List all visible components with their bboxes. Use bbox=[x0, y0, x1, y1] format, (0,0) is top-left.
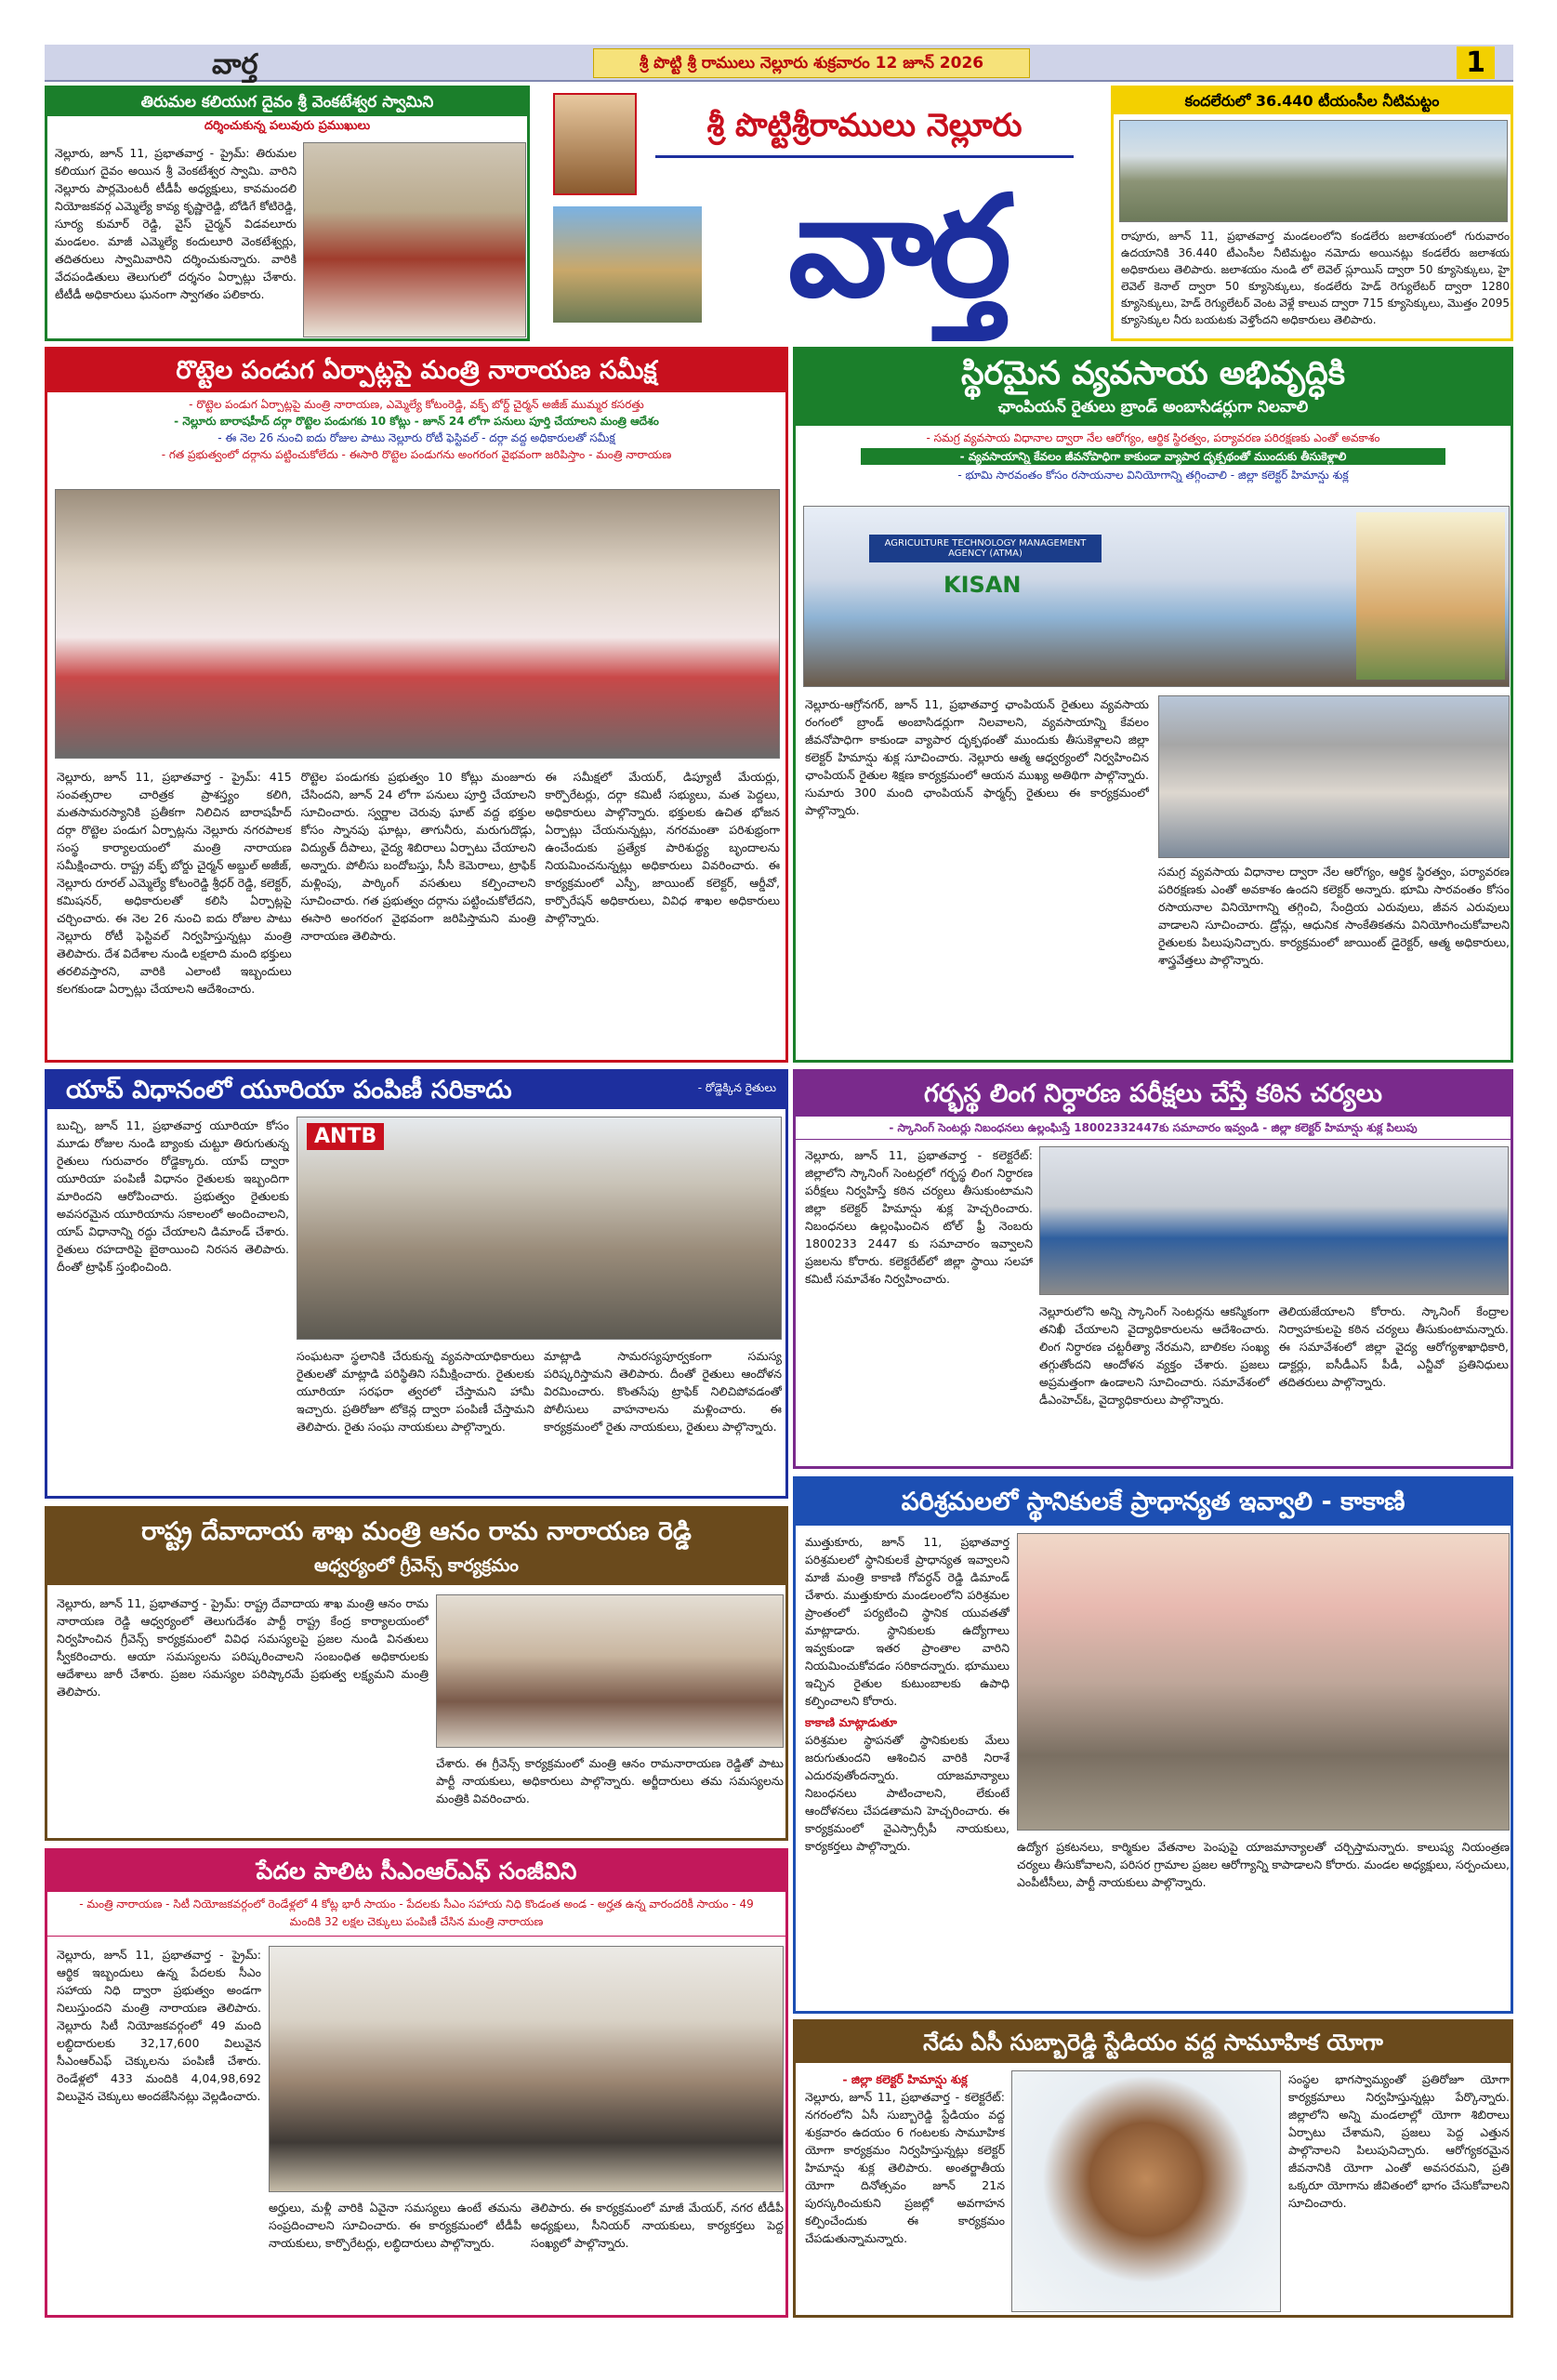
article-body-col1b: పరిశ్రమల స్థాపనతో స్థానికులకు మేలు జరుగుతుందని ఆశించిన వారికి నిరాశే ఎదురవుతోందన్నారు. యాజమాన్యాలు నిబంధనలు పాటించాలని, లేకుంటే ఆందోళనలు చేపడతామని హెచ్చరించారు. ఈ కార్యక్రమంలో వైఎస్సార్సీపీ నాయకులు, కార్యకర్తలు పాల్గొన్నారు. bbox=[805, 1733, 1009, 1853]
stage-banner-2: KISAN bbox=[943, 572, 1022, 598]
masthead-city: శ్రీ పొట్టిశ్రీరాములు నెల్లూరు bbox=[655, 93, 1074, 158]
article-bullets: - మంత్రి నారాయణ - సిటీ నియోజకవర్గంలో రెండేళ్లలో 4 కోట్ల భారీ సాయం - పేదలకు సీఎం సహాయ నిధి కొండంత అండ - అర్హత ఉన్న వారందరికీ సాయం - 49 మందికి 32 లక్షల చెక్కులు పంపిణీ చేసిన మంత్రి నారాయణ bbox=[47, 1892, 785, 1937]
masthead bbox=[534, 86, 1092, 327]
article-columns bbox=[269, 2199, 784, 2311]
article-tirumala bbox=[45, 86, 530, 341]
bullet-3: - భూమి సారవంతం కోసం రసాయనాల వినియోగాన్ని తగ్గించాలి - జిల్లా కలెక్టర్ హిమాన్షు శుక్ల bbox=[957, 469, 1349, 482]
article-headline: తిరుమల కలియుగ దైవం శ్రీ వెంకటేశ్వర స్వామిని bbox=[47, 88, 527, 116]
article-body-col1: బుచ్చి, జూన్ 11, ప్రభాతవార్త యూరియా కోసం మూడు రోజుల నుండి బ్యాంకు చుట్టూ తిరుగుతున్న రైతులు గురువారం రోడ్డెక్కారు. యాప్ ద్వారా యూరియా పంపిణీ విధానం రైతులకు ఇబ్బందిగా మారిందని ఆరోపించారు. ప్రభుత్వం రైతులకు అవసరమైన యూరియాను సకాలంలో అందించాలని, యాప్ విధానాన్ని రద్దు చేయాలని డిమాండ్ చేశారు. రైతులు రహదారిపై బైఠాయించి నిరసన తెలిపారు. దీంతో ట్రాఫిక్ స్తంభించింది. bbox=[57, 1118, 289, 1274]
article-kandaleru bbox=[1111, 86, 1513, 341]
article-headline: కందలేరులో 36.440 టీయంసీల నీటిమట్టం bbox=[1114, 88, 1511, 114]
article-subhead: ఆధ్వర్యంలో గ్రీవెన్స్ కార్యక్రమం bbox=[314, 1555, 519, 1576]
article-bullets: - స్కానింగ్ సెంటర్లు నిబంధనలు ఉల్లంఘిస్తే 18002332447కు సమాచారం ఇవ్వండి - జిల్లా కలెక్టర్ హిమాన్షు శుక్ల పిలుపు bbox=[796, 1117, 1511, 1140]
top-bar bbox=[45, 45, 1513, 82]
article-body-col1: నెల్లూరు, జూన్ 11, ప్రభాతవార్త - ప్రైమ్: ఆర్థిక ఇబ్బందులు ఉన్న పేదలకు సీఎం సహాయ నిధి ద్వారా ప్రభుత్వం అండగా నిలుస్తుందని మంత్రి నారాయణ తెలిపారు. నెల్లూరు సిటీ నియోజకవర్గంలో 49 మంది లబ్ధిదారులకు 32,17,600 విలువైన సీఎంఆర్ఎఫ్ చెక్కులను పంపిణీ చేశారు. రెండేళ్లలో 433 మందికి 4,04,98,692 విలువైన చెక్కులు అందజేసినట్లు వెల్లడించారు. bbox=[57, 1948, 261, 2103]
article-body-col2: సంస్థల భాగస్వామ్యంతో ప్రతిరోజూ యోగా కార్యక్రమాలు నిర్వహిస్తున్నట్లు పేర్కొన్నారు. జిల్లాలోని అన్ని మండలాల్లో యోగా శిబిరాలు ఏర్పాటు చేశామని, ప్రజలు పెద్ద ఎత్తున పాల్గొనాలని పిలుపునిచ్చారు. ఆరోగ్యకరమైన జీవనానికి యోగా ఎంతో అవసరమని, ప్రతి ఒక్కరూ యోగాను జీవితంలో భాగం చేసుకోవాలని సూచించారు. bbox=[1288, 2072, 1510, 2210]
article-body-col1: నెల్లూరు, జూన్ 11, ప్రభాతవార్త - ప్రైమ్: రాష్ట్ర దేవాదాయ శాఖ మంత్రి ఆనం రామ నారాయణ రెడ్డి ఆధ్వర్యంలో తెలుగుదేశం పార్టీ రాష్ట్ర కేంద్ర కార్యాలయంలో నిర్వహించిన గ్రీవెన్స్ కార్యక్రమంలో వివిధ సమస్యలపై ప్రజల నుండి వినతులు స్వీకరించారు. ఆయా సమస్యలను పరిష్కరించాలని సంబంధిత అధికారులకు ఆదేశాలు జారీ చేశారు. ప్రజల సమస్యల పరిష్కారమే ప్రభుత్వ లక్ష్యమని మంత్రి తెలిపారు. bbox=[57, 1596, 429, 1699]
photo-farmers-audience bbox=[1158, 695, 1510, 858]
article-inline-subhead: కాకాణి మాట్లాడుతూ bbox=[805, 1715, 897, 1729]
article-body-col3: ఈ సమీక్షలో మేయర్, డిప్యూటీ మేయర్లు, కార్పొరేటర్లు, దర్గా కమిటీ సభ్యులు, మత పెద్దలు, అధికారులు పాల్గొన్నారు. భక్తులకు ఉచిత భోజన ఏర్పాట్లు చేయనున్నట్లు, నగరమంతా పరిశుభ్రంగా ఉంచేందుకు ప్రత్యేక పారిశుద్ధ్య బృందాలను నియమించనున్నట్లు అధికారులు వివరించారు. ఈ కార్యక్రమంలో ఎస్పీ, జాయింట్ కలెక్టర్, ఆర్డీవో, కార్పొరేషన్ అధికారులు, వివిధ శాఖల అధికారులు పాల్గొన్నారు. bbox=[545, 770, 781, 925]
photo-collector-portrait bbox=[1011, 2070, 1281, 2312]
masthead-collage bbox=[553, 206, 702, 323]
bullet-2: - నెల్లూరు బారాషహీద్ దర్గా రొట్టెల పండుగకు 10 కోట్లు - జూన్ 24 లోగా పనులు పూర్తి చేయాలని మంత్రి ఆదేశం bbox=[174, 415, 659, 428]
article-body-col1: నెల్లూరు, జూన్ 11, ప్రభాతవార్త - ప్రైమ్: 415 సంవత్సరాల చారిత్రక ప్రాశస్త్యం కలిగి, మతసామరస్యానికి ప్రతీకగా నిలిచిన బారాషహీద్ దర్గా రొట్టెల పండుగ ఏర్పాట్లను నెల్లూరు నగరపాలక సంస్థ కార్యాలయంలో మంత్రి నారాయణ సమీక్షించారు. రాష్ట్ర వక్ఫ్ బోర్డు చైర్మన్ అబ్దుల్ అజీజ్, నెల్లూరు రూరల్ ఎమ్మెల్యే కోటంరెడ్డి శ్రీధర్ రెడ్డి, కలెక్టర్, కమిషనర్, అధికారులతో కలిసి ఏర్పాట్లపై చర్చించారు. ఈ నెల 26 నుంచి ఐదు రోజుల పాటు నెల్లూరు రోటీ ఫెస్టివల్ నిర్వహిస్తున్నట్లు మంత్రి తెలిపారు. దేశ విదేశాల నుండి లక్షలాది మంది భక్తులు తరలివస్తారని, వారికి ఎలాంటి ఇబ్బందులు కలగకుండా ఏర్పాట్లు చేయాలని ఆదేశించారు. bbox=[57, 770, 292, 996]
article-tag: - జిల్లా కలెక్టర్ హిమాన్షు శుక్ల bbox=[842, 2072, 968, 2086]
article-body-col1: నెల్లూరు-ఆగ్రోనగర్, జూన్ 11, ప్రభాతవార్త ఛాంపియన్ రైతులు వ్యవసాయ రంగంలో బ్రాండ్ అంబాసిడర్లుగా నిలవాలని, వ్యవసాయాన్ని కేవలం జీవనోపాధిగా కాకుండా వ్యాపార దృక్పథంతో ముందుకు తీసుకెళ్లాలని జిల్లా కలెక్టర్ హిమాన్షు శుక్ల సూచించారు. నెల్లూరు ఆత్మ ఆధ్వర్యంలో నిర్వహించిన ఛాంపియన్ రైతుల శిక్షణ కార్యక్రమంలో ఆయన ముఖ్య అతిథిగా పాల్గొన్నారు. సుమారు 300 మంది ఛాంపియన్ ఫార్మర్స్ రైతులు ఈ కార్యక్రమంలో పాల్గొన్నారు. bbox=[805, 697, 1149, 817]
dateline: శ్రీ పొట్టి శ్రీ రాములు నెల్లూరు శుక్రవారం 12 జూన్ 2026 bbox=[593, 48, 1030, 78]
article-columns bbox=[1039, 1302, 1509, 1462]
article-body-col3: తెలిపారు. ఈ కార్యక్రమంలో మాజీ మేయర్, నగర టీడీపీ అధ్యక్షులు, సీనియర్ నాయకులు, కార్యకర్తలు పెద్ద సంఖ్యలో పాల్గొన్నారు. bbox=[531, 2201, 784, 2250]
protest-banner: ANTB bbox=[307, 1123, 384, 1150]
photo-farmers-protest bbox=[297, 1117, 782, 1340]
bullet-1: - రొట్టెల పండుగ ఏర్పాట్లపై మంత్రి నారాయణ, ఎమ్మెల్యే కోటంరెడ్డి, వక్ఫ్ బోర్డ్ చైర్మన్ అజీజ్ ముమ్మర కసరత్తు bbox=[189, 398, 644, 411]
article-body-col2: సమగ్ర వ్యవసాయ విధానాల ద్వారా నేల ఆరోగ్యం, ఆర్థిక స్థిరత్వం, పర్యావరణ పరిరక్షణకు ఎంతో అవకాశం ఉందని కలెక్టర్ అన్నారు. భూమి సారవంతం కోసం రసాయనాల వినియోగాన్ని తగ్గించి, సేంద్రియ ఎరువులు, జీవన ఎరువులు వాడాలని సూచించారు. డ్రోన్లు, ఆధునిక సాంకేతికతను వినియోగించుకోవాలని రైతులకు పిలుపునిచ్చారు. కార్యక్రమంలో జాయింట్ డైరెక్టర్, ఆత్మ అధికారులు, శాస్త్రవేత్తలు పాల్గొన్నారు. bbox=[1158, 865, 1510, 967]
article-gender-test bbox=[793, 1069, 1513, 1469]
photo-cheque-distribution bbox=[269, 1946, 784, 2192]
article-body-col2: రొట్టెల పండుగకు ప్రభుత్వం 10 కోట్లు మంజూరు చేసిందని, జూన్ 24 లోగా పనులు పూర్తి చేయాలని సూచించారు. స్వర్ణాల చెరువు ఘాట్ వద్ద భక్తుల కోసం స్నానపు ఘాట్లు, తాగునీరు, మరుగుదొడ్లు, విద్యుత్ దీపాలు, వైద్య శిబిరాలు ఏర్పాటు చేయాలని అన్నారు. పోలీసు బందోబస్తు, సీసీ కెమెరాలు, ట్రాఫిక్ మళ్లింపు, పార్కింగ్ వసతులు కల్పించాలని సూచించారు. గత ప్రభుత్వం దర్గాను పట్టించుకోలేదని, ఈసారి అంగరంగ వైభవంగా జరిపిస్తామని మంత్రి నారాయణ తెలిపారు. bbox=[300, 770, 536, 943]
article-header-block bbox=[47, 1509, 785, 1585]
photo-grievance bbox=[436, 1594, 784, 1748]
page-number: 1 bbox=[1457, 46, 1495, 79]
article-grievance bbox=[45, 1506, 788, 1841]
article-columns bbox=[297, 1347, 782, 1494]
article-headline: రొట్టెల పండుగ ఏర్పాట్లపై మంత్రి నారాయణ సమీక్ష bbox=[47, 350, 785, 392]
photo-review-meeting bbox=[55, 489, 780, 759]
article-yoga bbox=[793, 2019, 1513, 2318]
article-headline: పరిశ్రమలలో స్థానికులకే ప్రాధాన్యత ఇవ్వాలి - కాకాణి bbox=[796, 1479, 1511, 1526]
article-headline: స్థిరమైన వ్యవసాయ అభివృద్ధికి bbox=[960, 355, 1346, 392]
article-body-col1: నెల్లూరు, జూన్ 11, ప్రభాతవార్త - కలెక్టరేట్: నగరంలోని ఏసీ సుబ్బారెడ్డి స్టేడియం వద్ద శుక్రవారం ఉదయం 6 గంటలకు సామూహిక యోగా కార్యక్రమం నిర్వహిస్తున్నట్లు కలెక్టర్ హిమాన్షు శుక్ల తెలిపారు. అంతర్జాతీయ యోగా దినోత్సవం జూన్ 21న పురస్కరించుకుని ప్రజల్లో అవగాహన కల్పించేందుకు ఈ కార్యక్రమం చేపడుతున్నామన్నారు. bbox=[805, 2090, 1005, 2245]
article-body-col2: నెల్లూరులోని అన్ని స్కానింగ్ సెంటర్లను ఆకస్మికంగా తనిఖీ చేయాలని వైద్యాధికారులను ఆదేశించారు. లింగ నిర్ధారణ చట్టరీత్యా నేరమని, బాలికల సంఖ్య తగ్గుతోందని ఆందోళన వ్యక్తం చేశారు. ప్రజలు అప్రమత్తంగా ఉండాలని సూచించారు. సమావేశంలో డీఎంహెచ్ఓ, వైద్యాధికారులు పాల్గొన్నారు. bbox=[1039, 1304, 1270, 1407]
kisan-poster bbox=[1356, 512, 1505, 680]
article-body-col2: చేశారు. ఈ గ్రీవెన్స్ కార్యక్రమంలో మంత్రి ఆనం రామనారాయణ రెడ్డితో పాటు పార్టీ నాయకులు, అధికారులు పాల్గొన్నారు. అర్జీదారులు తమ సమస్యలను మంత్రికి వివరించారు. bbox=[436, 1756, 784, 1805]
article-columns bbox=[57, 768, 780, 1056]
masthead-logo: వార్త bbox=[787, 165, 1007, 328]
article-headline: పేదల పాలిట సీఎంఆర్ఎఫ్ సంజీవిని bbox=[47, 1851, 785, 1892]
bullet-3: - ఈ నెల 26 నుంచి ఐదు రోజుల పాటు నెల్లూరు రోటీ ఫెస్టివల్ - దర్గా వద్ద అధికారులతో సమీక్ష bbox=[218, 431, 615, 444]
article-header-block bbox=[796, 350, 1511, 426]
article-tag: - రోడ్డెక్కిన రైతులు bbox=[697, 1081, 776, 1094]
photo-temple-visit bbox=[303, 142, 526, 337]
photo-training-stage bbox=[803, 506, 1510, 687]
bullet-1: - సమగ్ర వ్యవసాయ విధానాల ద్వారా నేల ఆరోగ్యం, ఆర్థిక స్థిరత్వం, పర్యావరణ పరిరక్షణకు ఎంతో అవకాశం bbox=[926, 431, 1380, 444]
article-subhead: దర్శించుకున్న పలువురు ప్రముఖులు bbox=[204, 119, 371, 133]
article-body-col1-wrap bbox=[805, 2070, 1005, 2312]
article-industries bbox=[793, 1476, 1513, 2014]
article-urea bbox=[45, 1069, 788, 1499]
article-header-block bbox=[47, 1072, 785, 1109]
article-cmrf bbox=[45, 1848, 788, 2318]
bullet-2: - వ్యవసాయాన్ని కేవలం జీవనోపాధిగా కాకుండా వ్యాపార దృక్పథంతో ముందుకు తీసుకెళ్లాలి bbox=[861, 448, 1445, 465]
article-body-col3: తెలియజేయాలని కోరారు. స్కానింగ్ కేంద్రాల నిర్వాహకులపై కఠిన చర్యలు తీసుకుంటామన్నారు. ఈ సమావేశంలో జిల్లా వైద్య ఆరోగ్యశాఖాధికారి, డాక్టర్లు, ఐసీడీఎస్ పీడీ, ఎన్జీవో ప్రతినిధులు తదితరులు పాల్గొన్నారు. bbox=[1278, 1304, 1509, 1389]
article-headline: యాప్ విధానంలో యూరియా పంపిణీ సరికాదు bbox=[66, 1076, 512, 1104]
article-body-col1: ముత్తుకూరు, జూన్ 11, ప్రభాతవార్త పరిశ్రమలలో స్థానికులకే ప్రాధాన్యత ఇవ్వాలని మాజీ మంత్రి కాకాణి గోవర్ధన్ రెడ్డి డిమాండ్ చేశారు. ముత్తుకూరు మండలంలోని పరిశ్రమల ప్రాంతంలో పర్యటించి స్థానిక యువతతో మాట్లాడారు. స్థానికులకు ఉద్యోగాలు ఇవ్వకుండా ఇతర ప్రాంతాల వారిని నియమించుకోవడం సరికాదన్నారు. భూములు ఇచ్చిన రైతుల కుటుంబాలకు ఉపాధి కల్పించాలని కోరారు. bbox=[805, 1535, 1009, 1708]
article-body-col2: ఉద్యోగ ప్రకటనలు, కార్మికుల వేతనాల పెంపుపై యాజమాన్యాలతో చర్చిస్తామన్నారు. కాలుష్య నియంత్రణ చర్యలు తీసుకోవాలని, పరిసర గ్రామాల ప్రజల ఆరోగ్యాన్ని కాపాడాలని కోరారు. మండల అధ్యక్షులు, సర్పంచులు, ఎంపీటీసీలు, పార్టీ నాయకులు పాల్గొన్నారు. bbox=[1017, 1840, 1510, 1889]
article-body: నెల్లూరు, జూన్ 11, ప్రభాతవార్త - ప్రైమ్: తిరుమల కలియుగ దైవం అయిన శ్రీ వెంకటేశ్వర స్వామి. వారిని నెల్లూరు పార్లమెంటరీ టీడీపీ అధ్యక్షులు, కావమందలి నియోజకవర్గ ఎమ్మెల్యే కావ్య కృష్ణారెడ్డి, బోడిగే కోటిరెడ్డి, సూర్య కుమార్ రెడ్డి, వైస్ చైర్మన్ విడవలూరు మండలం. మాజీ ఎమ్మెల్యే కందులూరి వెంకటేశ్వర్లు, తదితరులు స్వామివారిని దర్శించుకున్నారు. వారికి వేదపండితులు తెలుగులో దర్శనం ఏర్పాట్లు చేశారు. టీటీడీ అధికారులు ఘనంగా స్వాగతం పలికారు. bbox=[55, 146, 297, 301]
article-agriculture bbox=[793, 347, 1513, 1063]
stage-banner: AGRICULTURE TECHNOLOGY MANAGEMENT AGENCY (ATMA) bbox=[869, 535, 1102, 562]
article-headline: నేడు ఏసీ సుబ్బారెడ్డి స్టేడియం వద్ద సామూహిక యోగా bbox=[796, 2022, 1511, 2063]
photo-advisory-meeting bbox=[1039, 1146, 1509, 1295]
article-body-col1-wrap bbox=[805, 1533, 1009, 2007]
bullet-4: - గత ప్రభుత్వంలో దర్గాను పట్టించుకోలేదు - ఈసారి రొట్టెల పండుగను అంగరంగ వైభవంగా జరిపిస్తాం - మంత్రి నారాయణ bbox=[161, 448, 672, 461]
article-rottela bbox=[45, 347, 788, 1063]
photo-industry-visit bbox=[1017, 1533, 1510, 1831]
article-subhead: ఛాంపియన్ రైతులు బ్రాండ్ అంబాసిడర్లుగా నిలవాలి bbox=[997, 398, 1309, 416]
founder-portrait bbox=[553, 93, 637, 195]
article-bullets bbox=[796, 426, 1511, 500]
article-headline: రాష్ట్ర దేవాదాయ శాఖ మంత్రి ఆనం రామ నారాయణ రెడ్డి bbox=[141, 1517, 692, 1546]
photo-reservoir bbox=[1119, 120, 1508, 222]
small-logo: వార్త bbox=[212, 48, 258, 81]
article-bullets bbox=[47, 392, 785, 495]
article-body: రాపూరు, జూన్ 11, ప్రభాతవార్త మండలంలోని కండలేరు జలాశయంలో గురువారం ఉదయానికి 36.440 టీఎంసీల నీటిమట్టం నమోదు అయినట్లు కండలేరు జలాశయ అధికారులు తెలిపారు. జలాశయం నుండి లో లెవెల్ స్లూయిస్ ద్వారా 50 క్యూసెక్కులు, హై లెవెల్ కెనాల్ ద్వారా 50 క్యూసెక్కులు, కండలేరు హెడ్ రెగ్యులేటర్ ద్వారా 1280 క్యూసెక్కులు, హెడ్ రెగ్యులేటర్ వెంట వెళ్లే కాలువ ద్వారా 715 క్యూసెక్కులు, మొత్తం 2095 క్యూసెక్కుల నీరు బయటకు వెళ్తోందని అధికారులు తెలిపారు. bbox=[1121, 230, 1510, 326]
article-body-col3: మాట్లాడి సామరస్యపూర్వకంగా సమస్య పరిష్కరిస్తామని తెలిపారు. దీంతో రైతులు ఆందోళన విరమించారు. కొంతసేపు ట్రాఫిక్ నిలిచిపోవడంతో పోలీసులు వాహనాలను మళ్లించారు. ఈ కార్యక్రమంలో రైతు నాయకులు, రైతులు పాల్గొన్నారు. bbox=[544, 1349, 782, 1434]
article-body-col2: సంఘటనా స్థలానికి చేరుకున్న వ్యవసాయాధికారులు రైతులతో మాట్లాడి పరిస్థితిని సమీక్షించారు. రైతులకు యూరియా సరఫరా త్వరలో చేస్తామని హామీ ఇచ్చారు. ప్రతిరోజూ టోకెన్ల ద్వారా పంపిణీ చేస్తామని తెలిపారు. రైతు సంఘ నాయకులు పాల్గొన్నారు. bbox=[297, 1349, 534, 1434]
article-headline: గర్భస్థ లింగ నిర్ధారణ పరీక్షలు చేస్తే కఠిన చర్యలు bbox=[796, 1072, 1511, 1117]
article-body-col1: నెల్లూరు, జూన్ 11, ప్రభాతవార్త - కలెక్టరేట్: జిల్లాలోని స్కానింగ్ సెంటర్లలో గర్భస్థ లింగ నిర్ధారణ పరీక్షలు నిర్వహిస్తే కఠిన చర్యలు తీసుకుంటామని జిల్లా కలెక్టర్ హిమాన్షు శుక్ల హెచ్చరించారు. నిబంధనలు ఉల్లంఘించిన టోల్ ఫ్రీ నెంబరు 1800233 2447 కు సమాచారం ఇవ్వాలని ప్రజలను కోరారు. కలెక్టరేట్‌లో జిల్లా స్థాయి సలహా కమిటీ సమావేశం నిర్వహించారు. bbox=[805, 1148, 1033, 1286]
article-body-col2: అర్హులు, మళ్లీ వారికి ఏవైనా సమస్యలు ఉంటే తమను సంప్రదించాలని సూచించారు. ఈ కార్యక్రమంలో టీడీపీ నాయకులు, కార్పొరేటర్లు, లబ్ధిదారులు పాల్గొన్నారు. bbox=[269, 2201, 521, 2250]
